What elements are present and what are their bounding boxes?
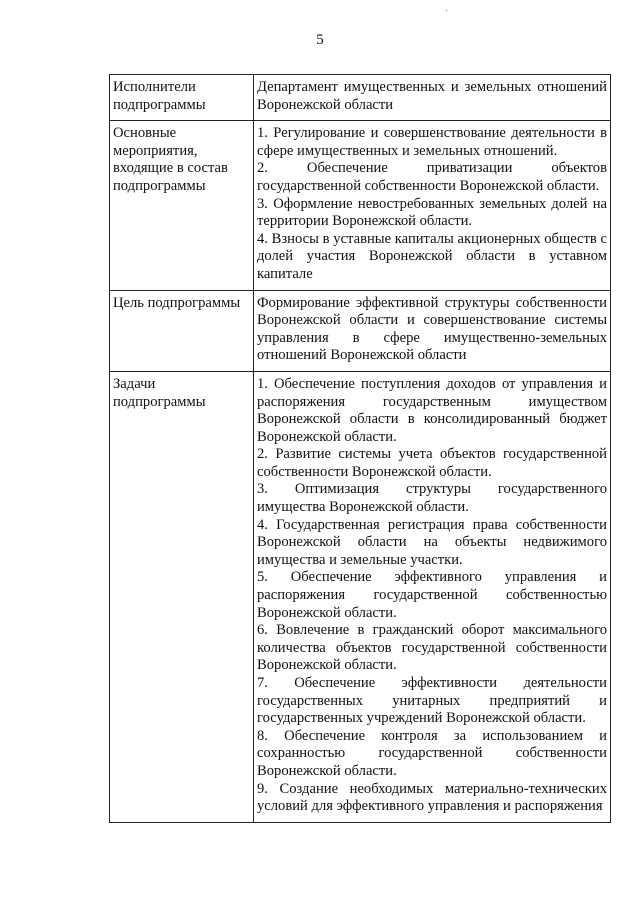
paragraph: Формирование эффективной структуры собственности Воронежской области и совершенствование системы управления в сфере имущественно-земельных отношений Воронежской области	[257, 294, 607, 364]
subprogram-passport-table	[109, 74, 611, 823]
row-label: Исполнители подпрограммы	[110, 75, 254, 121]
paragraph: 6. Вовлечение в гражданский оборот максимального количества объектов государственной собственности Воронежской области.	[257, 622, 607, 674]
paragraph: 2. Обеспечение приватизации объектов государственной собственности Воронежской области.	[257, 160, 607, 194]
paragraph: 4. Взносы в уставные капиталы акционерных обществ с долей участия Воронежской области в уставном капитале	[257, 230, 607, 282]
row-label: Основные мероприятия, входящие в состав подпрограммы	[110, 121, 254, 290]
table-row	[110, 121, 611, 290]
paragraph: 1. Обеспечение поступления доходов от управления и распоряжения государственным имуществом Воронежской области в консолидированный бюджет Воронежской области.	[257, 375, 607, 445]
scan-speck	[446, 10, 447, 11]
table-row	[110, 290, 611, 371]
paragraph: 3. Оформление невостребованных земельных долей на территории Воронежской области.	[257, 195, 607, 230]
paragraph: 9. Создание необходимых материально-технических условий для эффективного управления и распоряжения	[257, 780, 607, 815]
paragraph: 4. Государственная регистрация права собственности Воронежской области на объекты недвижимого имущества и земельные участки.	[257, 516, 607, 568]
row-value	[254, 371, 611, 822]
row-label: Задачи подпрограммы	[110, 371, 254, 822]
paragraph: 8. Обеспечение контроля за использованием и сохранностью государственной собственности Воронежской области.	[257, 727, 607, 779]
paragraph: 2. Развитие системы учета объектов государственной собственности Воронежской области.	[257, 446, 607, 480]
row-value	[254, 290, 611, 371]
paragraph: 3. Оптимизация структуры государственного имущества Воронежской области.	[257, 481, 607, 516]
paragraph: 7. Обеспечение эффективности деятельности государственных унитарных предприятий и государственных учреждений Воронежской области.	[257, 675, 607, 727]
row-value	[254, 121, 611, 290]
paragraph: Департамент имущественных и земельных отношений Воронежской области	[257, 79, 607, 113]
row-value	[254, 75, 611, 121]
row-label: Цель подпрограммы	[110, 290, 254, 371]
page-number: 5	[316, 32, 324, 48]
table-row	[110, 371, 611, 822]
paragraph: 1. Регулирование и совершенствование деятельности в сфере имущественных и земельных отношений.	[257, 125, 607, 159]
table-row	[110, 75, 611, 121]
paragraph: 5. Обеспечение эффективного управления и распоряжения государственной собственностью Воронежской области.	[257, 569, 607, 621]
